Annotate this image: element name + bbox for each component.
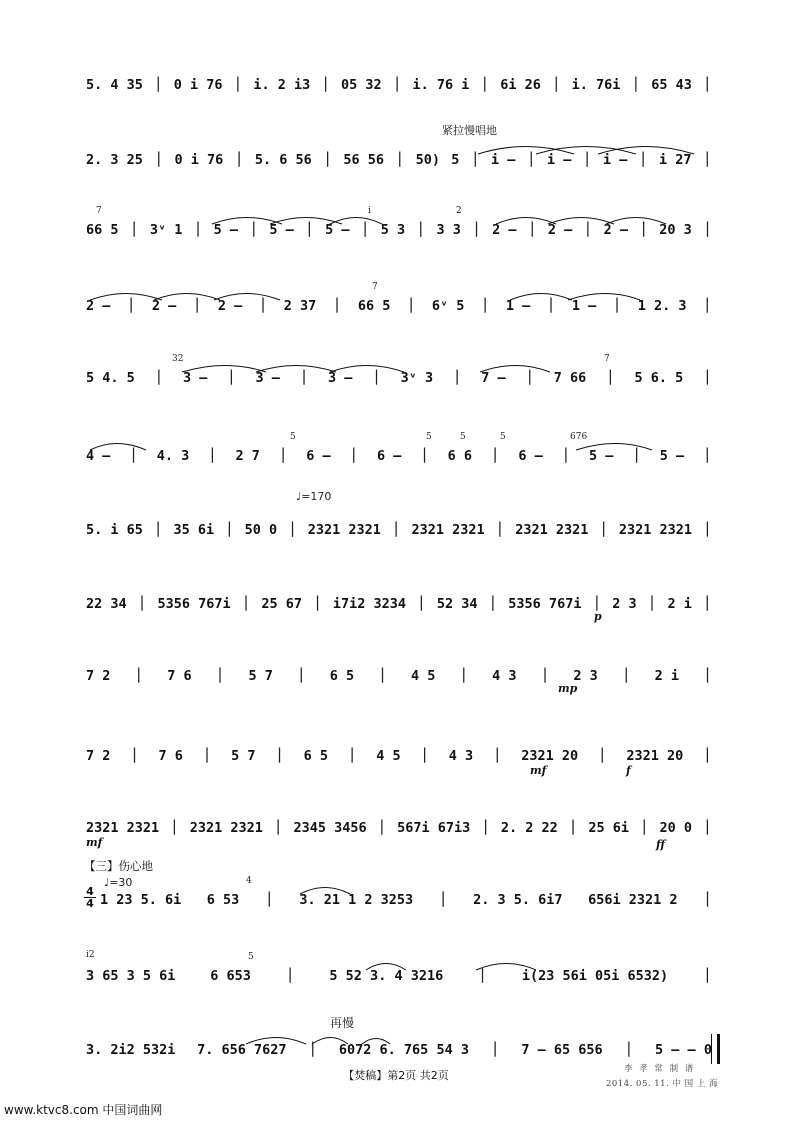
barline: | xyxy=(631,74,641,92)
barline: | xyxy=(561,445,571,463)
dynamic-marking: p xyxy=(594,610,602,623)
row-14-cells xyxy=(86,1030,712,1070)
grace-note: 5 xyxy=(500,432,506,442)
barline: | xyxy=(296,665,306,683)
row-2-cells xyxy=(86,140,712,180)
row-9-cells xyxy=(86,656,712,696)
note-group: 4 3 xyxy=(492,668,517,684)
note-group: 6 6 xyxy=(447,448,473,464)
grace-note: 5 xyxy=(248,952,254,962)
time-signature xyxy=(84,886,96,909)
barline: | xyxy=(419,445,429,463)
note-group: 5 – xyxy=(589,448,614,464)
barline: | xyxy=(597,745,607,763)
note-group: 6 – xyxy=(376,448,402,464)
barline: | xyxy=(546,295,556,313)
barline: | xyxy=(639,219,649,237)
note-group: 6 – xyxy=(306,448,331,464)
row-6-cells xyxy=(86,436,712,476)
barline: | xyxy=(360,219,370,237)
barline: | xyxy=(129,745,139,763)
barline: | xyxy=(137,593,147,611)
note-group: i. 76 i xyxy=(412,77,470,93)
barline: | xyxy=(129,219,139,237)
row-3-cells xyxy=(86,210,712,250)
barline: | xyxy=(258,295,268,313)
barline: | xyxy=(702,367,712,385)
note-group: 2321 2321 xyxy=(307,522,381,538)
note-group: 2 i xyxy=(654,668,680,684)
transcription-date: 2014. 05. 11. 中 国 上 海 xyxy=(606,1079,719,1089)
barline: | xyxy=(621,665,631,683)
barline: | xyxy=(285,965,295,983)
note-group: 50) xyxy=(415,152,440,168)
page-number-label: 【焚稿】第2页 共2页 xyxy=(343,1069,449,1082)
barline: | xyxy=(312,593,322,611)
barline: | xyxy=(153,74,163,92)
note-group: 5. 4 35 xyxy=(86,77,143,93)
grace-note: 7 xyxy=(372,282,378,292)
grace-note: 4 xyxy=(246,876,252,886)
score-row-12 xyxy=(100,876,712,920)
note-group: 0 i 76 xyxy=(173,77,223,93)
barline: | xyxy=(391,519,401,537)
note-group: 7 6 xyxy=(167,668,192,684)
note-group: 5 3 xyxy=(380,222,406,238)
barline: | xyxy=(264,889,274,907)
note-group: 7 2 xyxy=(86,668,111,684)
barline: | xyxy=(702,74,712,92)
note-group: 6 5 xyxy=(303,748,329,764)
barline: | xyxy=(568,817,578,835)
note-group: 6 – xyxy=(518,448,543,464)
grace-note: 2 xyxy=(456,206,462,216)
note-group: 6 653 xyxy=(210,968,251,984)
score-row-3 xyxy=(86,206,712,250)
grace-note: 5 xyxy=(290,432,296,442)
barline: | xyxy=(347,745,357,763)
score-row-5 xyxy=(86,354,712,398)
note-group: 4 3 xyxy=(448,748,474,764)
barline: | xyxy=(452,367,462,385)
dynamic-marking: mf xyxy=(86,836,103,849)
barline: | xyxy=(702,745,712,763)
barline: | xyxy=(287,519,297,537)
barline: | xyxy=(234,149,244,167)
barline: | xyxy=(395,149,405,167)
barline: | xyxy=(332,295,342,313)
barline: | xyxy=(481,817,491,835)
note-group: 3ᵛ 3 xyxy=(400,370,434,386)
score-row-7 xyxy=(86,510,712,550)
barline: | xyxy=(495,519,505,537)
note-group: 5356 767i xyxy=(508,596,582,612)
tempo-marking: ♩=30 xyxy=(104,876,133,889)
note-group: 20 3 xyxy=(659,222,692,238)
note-group: 4 – xyxy=(86,448,111,464)
note-group: 2321 2321 xyxy=(86,820,160,836)
row-7-cells xyxy=(86,510,712,550)
note-group: 2 3 xyxy=(612,596,637,612)
note-group: 35 6i xyxy=(173,522,215,538)
barline: | xyxy=(459,665,469,683)
note-group: 3. 2i2 532i xyxy=(86,1042,176,1058)
barline: | xyxy=(632,445,642,463)
barline: | xyxy=(702,445,712,463)
barline: | xyxy=(612,295,622,313)
barline: | xyxy=(480,295,490,313)
barline: | xyxy=(193,219,203,237)
note-group: 2 – xyxy=(86,298,111,314)
note-group: 5 – – 0 xyxy=(655,1042,712,1058)
note-group: 1 23 5. 6i xyxy=(100,892,182,908)
barline: | xyxy=(702,295,712,313)
note-group: 2 – xyxy=(151,298,177,314)
grace-note: i xyxy=(368,206,371,216)
note-group: 2 3 xyxy=(573,668,598,684)
note-group: 50 0 xyxy=(244,522,278,538)
note-group: 52 34 xyxy=(436,596,478,612)
note-group: 5. i 65 xyxy=(86,522,143,538)
note-group: 656i 2321 2 xyxy=(588,892,678,908)
barline: | xyxy=(308,1039,318,1057)
barline: | xyxy=(406,295,416,313)
note-group: 7 6 xyxy=(158,748,183,764)
note-group: 6i 26 xyxy=(500,77,541,93)
score-row-14 xyxy=(86,1030,712,1070)
note-group: 6 53 xyxy=(206,892,240,908)
barline: | xyxy=(304,219,314,237)
barline: | xyxy=(624,1039,634,1057)
barline: | xyxy=(241,593,251,611)
note-group: 3. 21 1 2 3253 xyxy=(299,892,414,908)
note-group: 1 – xyxy=(505,298,531,314)
barline: | xyxy=(278,445,288,463)
barline: | xyxy=(134,665,144,683)
row-1-cells xyxy=(86,65,712,105)
barline: | xyxy=(525,367,535,385)
dynamic-marking: ff xyxy=(656,838,666,851)
tempo-instruction: 再慢 xyxy=(330,1016,355,1030)
barline: | xyxy=(702,665,712,683)
note-group: 56 56 xyxy=(343,152,385,168)
row-13-cells xyxy=(86,956,712,996)
dynamic-marking: mf xyxy=(530,764,547,777)
note-group: i. 76i xyxy=(571,77,621,93)
note-group: 5 52 3. 4 3216 xyxy=(329,968,444,984)
barline: | xyxy=(416,219,426,237)
note-group: 5356 767i xyxy=(157,596,231,612)
section-label: 【三】伤心地 xyxy=(84,859,153,873)
score-row-6 xyxy=(86,432,712,476)
barline: | xyxy=(480,74,490,92)
note-group: 2321 2321 xyxy=(515,522,589,538)
note-group: 5 7 xyxy=(231,748,256,764)
time-signature-top: 4 xyxy=(84,886,96,898)
time-signature-bottom: 4 xyxy=(86,897,94,910)
row-5-cells xyxy=(86,358,712,398)
barline: | xyxy=(702,519,712,537)
barline: | xyxy=(202,745,212,763)
note-group: 2 – xyxy=(492,222,517,238)
note-group: i – xyxy=(547,152,572,168)
note-group: 6 5 xyxy=(329,668,355,684)
barline: | xyxy=(592,593,602,611)
note-group: 4 5 xyxy=(410,668,436,684)
note-group: i 27 xyxy=(658,152,692,168)
barline: | xyxy=(371,367,382,385)
barline: | xyxy=(378,665,388,683)
barline: | xyxy=(226,367,236,385)
barline: | xyxy=(154,367,164,385)
note-group: 6072 6. 765 54 3 xyxy=(338,1042,469,1058)
note-group: 3 – xyxy=(182,370,208,386)
barline: | xyxy=(490,445,500,463)
note-group: 3 – xyxy=(328,370,353,386)
note-group: 567i 67i3 xyxy=(397,820,471,836)
barline: | xyxy=(275,745,285,763)
note-group: 2 i xyxy=(667,596,692,612)
note-group: 20 0 xyxy=(659,820,693,836)
note-group: 2345 3456 xyxy=(293,820,367,836)
note-group: 2321 2321 xyxy=(618,522,693,538)
note-group: 2321 2321 xyxy=(189,820,263,836)
score-row-9 xyxy=(86,656,712,696)
note-group: 7. 656 7627 xyxy=(197,1042,287,1058)
barline: | xyxy=(702,817,712,835)
barline: | xyxy=(527,219,537,237)
barline: | xyxy=(192,295,202,313)
score-row-13 xyxy=(86,950,712,996)
barline: | xyxy=(478,965,488,983)
barline: | xyxy=(540,665,550,683)
score-row-4 xyxy=(86,282,712,326)
grace-note: i2 xyxy=(86,950,95,960)
note-group: 2 – xyxy=(217,298,243,314)
note-group: 0 i 76 xyxy=(174,152,224,168)
final-barline xyxy=(711,1034,720,1064)
note-group: 7 2 xyxy=(86,748,111,764)
score-row-11 xyxy=(86,808,712,851)
barline: | xyxy=(492,745,502,763)
barline: | xyxy=(702,219,712,237)
note-group: 6ᵛ 5 xyxy=(431,298,465,314)
note-group: 2 – xyxy=(547,222,573,238)
note-group: 5 7 xyxy=(248,668,273,684)
note-group: 3 – xyxy=(255,370,280,386)
note-group: i – xyxy=(602,152,628,168)
barline: | xyxy=(129,445,139,463)
score-row-2 xyxy=(86,140,712,180)
note-group: 25 67 xyxy=(261,596,303,612)
transcriber-credit: 李 孝 常 制 谱 xyxy=(624,1064,696,1074)
barline: | xyxy=(472,219,482,237)
grace-note: 676 xyxy=(570,432,588,442)
note-group: 5 – xyxy=(269,222,294,238)
barline: | xyxy=(416,593,426,611)
barline: | xyxy=(702,965,712,983)
dynamic-marking: f xyxy=(626,764,631,777)
note-group: 7 – 65 656 xyxy=(521,1042,603,1058)
note-group: 2 37 xyxy=(283,298,317,314)
note-group: 05 32 xyxy=(341,77,382,93)
barline: | xyxy=(582,149,592,167)
barline: | xyxy=(599,519,609,537)
barline: | xyxy=(273,817,283,835)
barline: | xyxy=(321,74,331,92)
note-group: 5 xyxy=(451,152,460,168)
tempo-instruction: 紧拉慢唱地 xyxy=(442,124,497,137)
note-group: i. 2 i3 xyxy=(253,77,311,93)
note-group: 22 34 xyxy=(86,596,127,612)
score-row-1 xyxy=(86,65,712,105)
note-group: i – xyxy=(491,152,516,168)
dynamic-marking: mp xyxy=(558,682,578,695)
note-group: 2321 20 xyxy=(626,748,684,764)
note-group: 2. 3 5. 6i7 xyxy=(473,892,563,908)
note-group: 5 – xyxy=(659,448,685,464)
note-group: 2. 3 25 xyxy=(86,152,143,168)
note-group: 5 6. 5 xyxy=(634,370,684,386)
grace-note: 5 xyxy=(426,432,432,442)
barline: | xyxy=(702,593,712,611)
barline: | xyxy=(126,295,136,313)
note-group: 25 6i xyxy=(588,820,629,836)
note-group: 5 – xyxy=(325,222,350,238)
note-group: 2 7 xyxy=(235,448,260,464)
note-group: 3ᵛ 1 xyxy=(149,222,183,238)
row-4-cells xyxy=(86,286,712,326)
barline: | xyxy=(233,74,243,92)
note-group: i(23 56i 05i 6532) xyxy=(521,968,669,984)
grace-note: 7 xyxy=(96,206,102,216)
note-group: 1 2. 3 xyxy=(637,298,687,314)
score-row-8 xyxy=(86,584,712,624)
barline: | xyxy=(153,519,163,537)
barline: | xyxy=(323,149,333,167)
barline: | xyxy=(470,149,480,167)
grace-note: 32 xyxy=(172,354,184,364)
barline: | xyxy=(551,74,561,92)
note-group: 2321 2321 xyxy=(411,522,485,538)
note-group: 7 – xyxy=(481,370,506,386)
note-group: 3 3 xyxy=(436,222,461,238)
row-11-cells xyxy=(86,808,712,848)
barline: | xyxy=(638,149,648,167)
note-group: 5 – xyxy=(213,222,239,238)
row-12-cells xyxy=(100,880,712,920)
barline: | xyxy=(299,367,309,385)
note-group: 65 43 xyxy=(651,77,692,93)
barline: | xyxy=(215,665,225,683)
barline: | xyxy=(488,593,498,611)
note-group: 5. 6 56 xyxy=(254,152,312,168)
site-watermark: www.ktvc8.com 中国词曲网 xyxy=(4,1103,163,1117)
barline: | xyxy=(224,519,234,537)
note-group: 1 – xyxy=(571,298,597,314)
note-group: 2. 2 22 xyxy=(500,820,558,836)
barline: | xyxy=(377,817,387,835)
barline: | xyxy=(702,889,712,907)
barline: | xyxy=(647,593,657,611)
barline: | xyxy=(702,149,712,167)
barline: | xyxy=(583,219,593,237)
note-group: 5 4. 5 xyxy=(86,370,135,386)
barline: | xyxy=(438,889,448,907)
grace-note: 7 xyxy=(604,354,610,364)
barline: | xyxy=(526,149,536,167)
grace-note: 5 xyxy=(460,432,466,442)
barline: | xyxy=(392,74,402,92)
barline: | xyxy=(639,817,649,835)
note-group: i7i2 3234 xyxy=(332,596,407,612)
row-10-cells xyxy=(86,736,712,776)
note-group: 4. 3 xyxy=(156,448,190,464)
barline: | xyxy=(490,1039,500,1057)
note-group: 66 5 xyxy=(357,298,391,314)
barline: | xyxy=(207,445,217,463)
barline: | xyxy=(605,367,615,385)
barline: | xyxy=(349,445,359,463)
barline: | xyxy=(420,745,430,763)
note-group: 3 65 3 5 6i xyxy=(86,968,176,984)
note-group: 7 66 xyxy=(553,370,587,386)
note-group: 2 – xyxy=(603,222,628,238)
note-group: 2321 20 xyxy=(521,748,579,764)
barline: | xyxy=(154,149,164,167)
note-group: 66 5 xyxy=(86,222,119,238)
row-8-cells xyxy=(86,584,712,624)
note-group: 4 5 xyxy=(376,748,401,764)
score-row-10 xyxy=(86,736,712,776)
barline: | xyxy=(169,817,179,835)
barline: | xyxy=(249,219,259,237)
tempo-marking: ♩=170 xyxy=(296,490,332,503)
